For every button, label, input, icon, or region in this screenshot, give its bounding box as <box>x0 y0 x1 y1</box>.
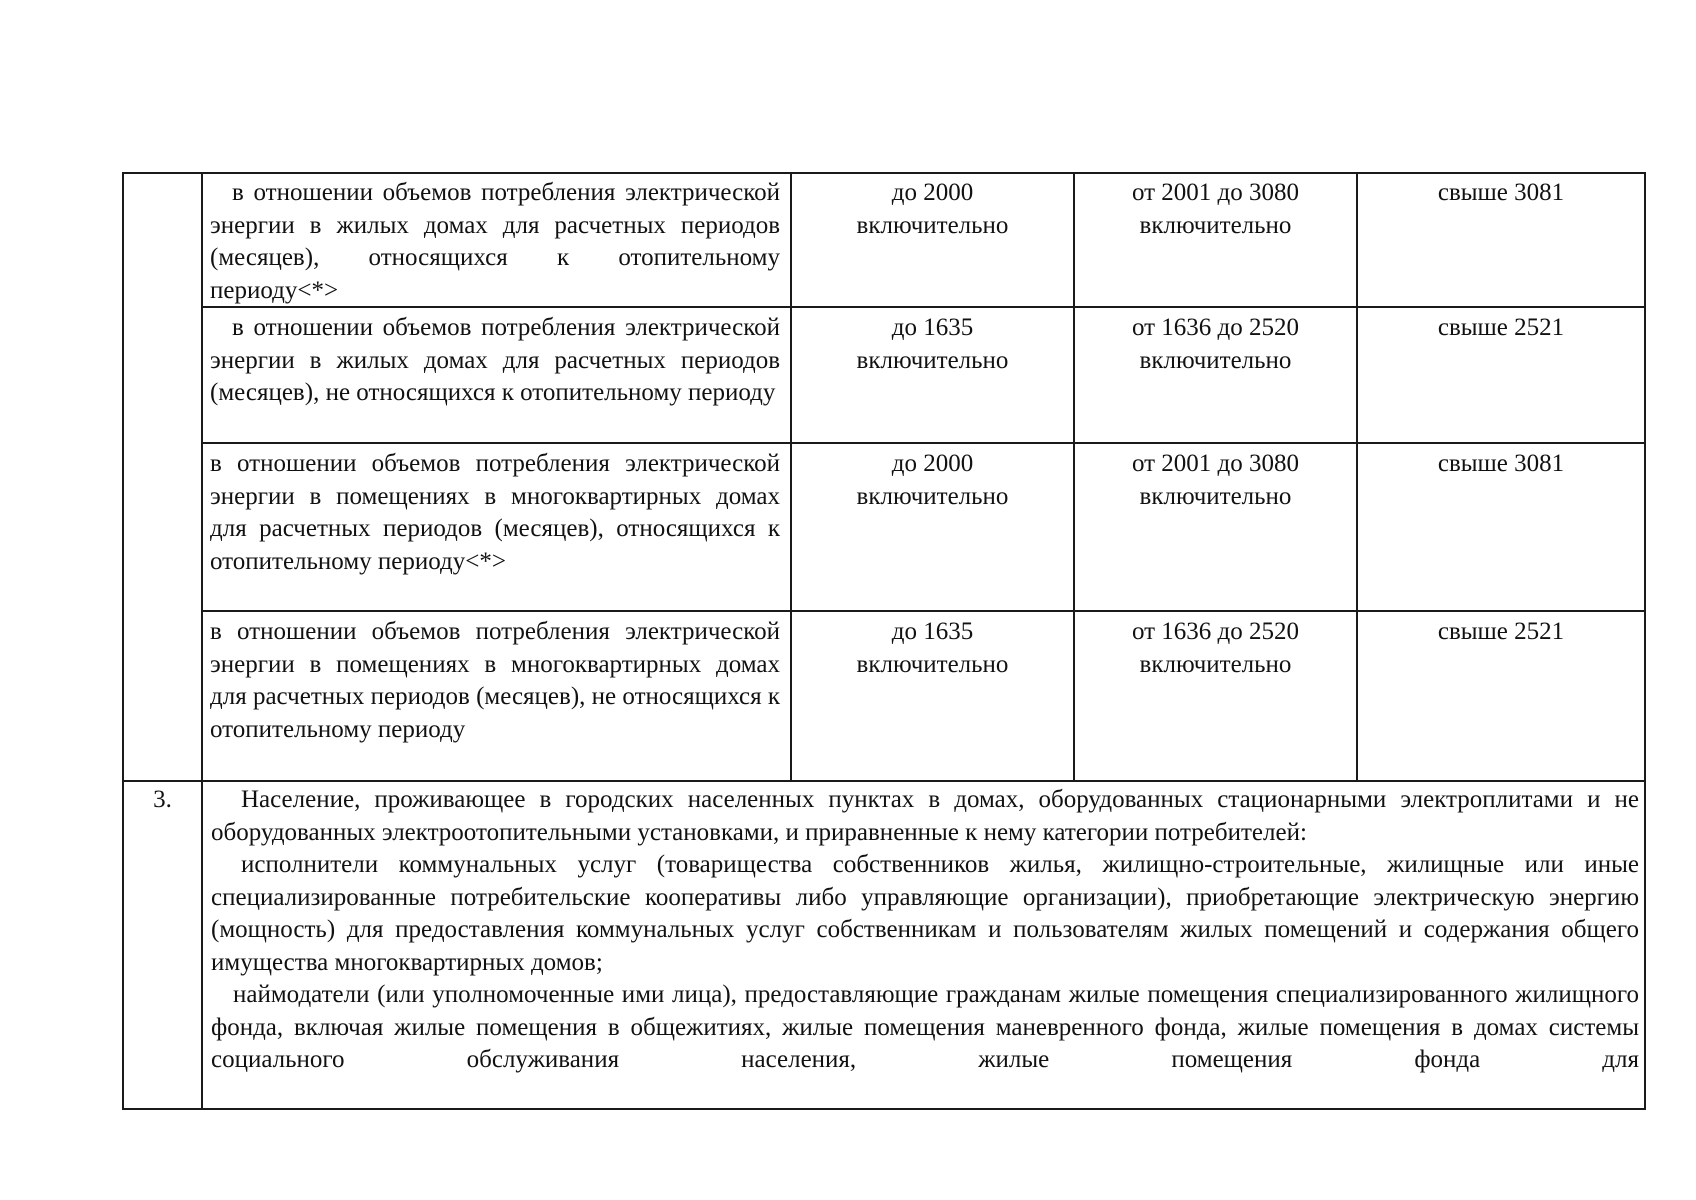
row-2-description-text: в отношении объемов потребления электрической энергии в жилых домах для расчетных периодов (месяцев), не относящихся к отопительному периоду <box>210 314 780 406</box>
table-row-2-limit-mid <box>1075 312 1356 377</box>
row-2-col1-line2: включительно <box>856 346 1009 374</box>
table-row-1-limit-mid <box>1075 177 1356 242</box>
row-3-col1-line1: до 2000 <box>891 450 974 477</box>
section-3-number-text: 3. <box>153 786 172 813</box>
table-row-4-limit-mid <box>1075 616 1356 681</box>
row-1-col1-line2: включительно <box>856 211 1009 239</box>
row-3-col3-line1: свыше 3081 <box>1437 450 1565 477</box>
table-row-1-limit-low <box>792 177 1073 242</box>
table-row-2-limit-high <box>1358 312 1644 345</box>
table-border-bottom <box>122 1108 1646 1110</box>
number-column-divider <box>201 172 203 1110</box>
table-border-left <box>122 172 124 1110</box>
row-2-col3-line1: свыше 2521 <box>1437 314 1565 341</box>
table-row-2-limit-low <box>792 312 1073 377</box>
table-row-3-description <box>210 448 780 578</box>
row-4-col1-line1: до 1635 <box>891 618 974 645</box>
row-3-description-text: в отношении объемов потребления электрической энергии в помещениях в многоквартирных домах для расчетных периодов (месяцев), относящихся к отопительному периоду<*> <box>210 450 780 575</box>
row-3-col1-line2: включительно <box>856 482 1009 510</box>
table-border-top <box>122 172 1646 174</box>
table-row-1-description <box>210 177 780 307</box>
row-4-col2-line1: от 1636 до 2520 <box>1131 618 1300 645</box>
section-3-paragraph-3: наймодатели (или уполномоченные ими лица), предоставляющие гражданам жилые помещения специализированного жилищного фонда, включая жилые помещения в общежитиях, жилые помещения маневренного фонда, жилые помещения в домах системы социального обслуживания населения, жилые помещения фонда для <box>211 981 1639 1073</box>
section-3-paragraph-2: исполнители коммунальных услуг (товарищества собственников жилья, жилищно-строительные, жилищные или иные специализированные потребительские кооперативы либо управляющие организации), приобретающие электрическую энергию (мощность) для предоставления коммунальных услуг собственникам и пользователям жилых помещений и содержания общего имущества многоквартирных домов; <box>211 851 1639 976</box>
row-3-col2-line2: включительно <box>1139 482 1292 510</box>
table-row-3-limit-high <box>1358 448 1644 481</box>
table-row-4-limit-high <box>1358 616 1644 649</box>
row-4-description-text: в отношении объемов потребления электрической энергии в помещениях в многоквартирных домах для расчетных периодов (месяцев), не относящихся к отопительному периоду <box>210 618 780 743</box>
table-row-4-limit-low <box>792 616 1073 681</box>
table-row-3-limit-mid <box>1075 448 1356 513</box>
table-row-1-limit-high <box>1358 177 1644 210</box>
row-2-col1-line1: до 1635 <box>891 314 974 341</box>
row-1-col2-line1: от 2001 до 3080 <box>1131 179 1300 206</box>
table-row-2-description <box>210 312 780 410</box>
section-3-number <box>124 784 201 817</box>
row-4-col1-line2: включительно <box>856 650 1009 678</box>
row-divider-2 <box>201 442 1646 444</box>
row-1-description-text: в отношении объемов потребления электрической энергии в жилых домах для расчетных периодов (месяцев), относящихся к отопительному периоду<*> <box>210 179 780 304</box>
tariff-table <box>122 172 1646 1110</box>
row-2-col2-line1: от 1636 до 2520 <box>1131 314 1300 341</box>
row-4-col2-line2: включительно <box>1139 650 1292 678</box>
row-1-col2-line2: включительно <box>1139 211 1292 239</box>
row-1-col3-line1: свыше 3081 <box>1437 179 1565 206</box>
row-divider-4 <box>122 780 1646 782</box>
row-divider-3 <box>201 610 1646 612</box>
table-row-4-description <box>210 616 780 746</box>
row-3-col2-line1: от 2001 до 3080 <box>1131 450 1300 477</box>
section-3-paragraph-1: Население, проживающее в городских населенных пунктах в домах, оборудованных стационарными электроплитами и не оборудованных электроотопительными установками, и приравненные к нему категории потребителей: <box>211 786 1639 846</box>
row-1-col1-line1: до 2000 <box>891 179 974 206</box>
section-3-text <box>211 784 1639 1106</box>
row-2-col2-line2: включительно <box>1139 346 1292 374</box>
row-4-col3-line1: свыше 2521 <box>1437 618 1565 645</box>
table-row-3-limit-low <box>792 448 1073 513</box>
table-border-right <box>1644 172 1646 1110</box>
